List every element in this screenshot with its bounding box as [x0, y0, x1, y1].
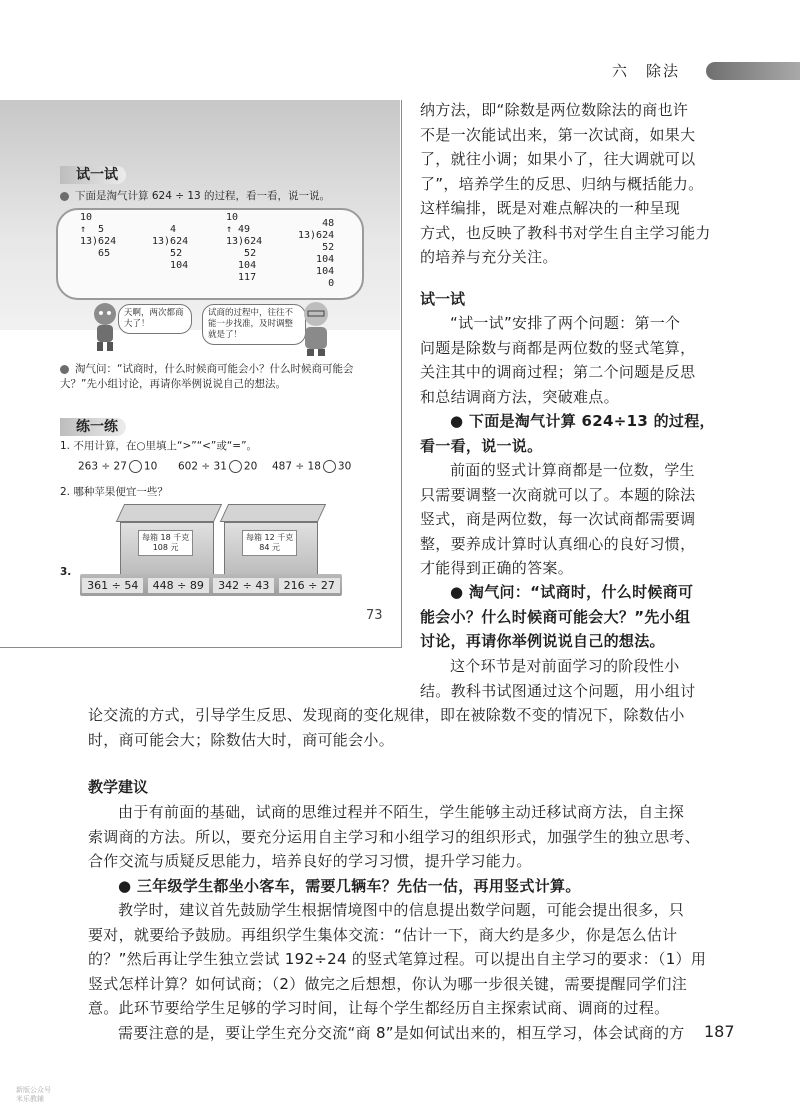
ex1-right: 20: [243, 460, 258, 473]
exercise-1-item-3: [272, 460, 351, 473]
text-line: 由于有前面的基础，试商的思维过程并不陌生，学生能够主动迁移试商方法，自主探: [118, 803, 685, 821]
page-number: 187: [704, 1022, 735, 1041]
try-section-badge: [60, 164, 126, 184]
speech-bubble-left: 天啊，两次都商大了！: [118, 304, 192, 334]
try-question-2-text: 淘气问：“试商时，什么时候商可能会小？什么时候商可能会大？”先小组讨论，再请你举例说说自己的想法。: [60, 363, 354, 390]
crate-flap: [116, 504, 222, 522]
calc-step-1: 10 ↑ 5 13)624 65: [80, 212, 117, 259]
exercise-3-item: 342 ÷ 43: [213, 578, 274, 593]
text-line: 关注其中的调商过程；第二个问题是反思: [420, 363, 696, 381]
text-line: 时，商可能会大；除数估大时，商可能会小。: [88, 730, 395, 749]
text-line: 的？”然后再让学生独立尝试 192÷24 的竖式笔算过程。可以提出自主学习的要求：（1）用: [88, 950, 707, 968]
ex1-right: 10: [143, 460, 158, 473]
calc-step-4: 48 13)624 52 104 104 0: [298, 218, 335, 289]
bullet-dot-icon: [60, 192, 69, 201]
try-question-2: [60, 362, 380, 392]
text-line: 问题是除数与商都是两位数的竖式笔算，: [420, 338, 696, 357]
practice-section-badge: [60, 416, 126, 436]
paragraph-3: [420, 654, 720, 703]
text-line: 方式，也反映了教科书对学生自主学习能力: [420, 223, 711, 242]
text-line: 竖式怎样计算？如何试商；（2）做完之后想想，你认为哪一步很关键，需要提醒同学们注: [88, 974, 688, 993]
bullet-1: [420, 409, 720, 458]
try-title: 试一试: [60, 166, 126, 184]
text-line: 竖式，商是两位数，每一次试商都需要调: [420, 510, 696, 528]
exercise-1-item-1: [78, 460, 157, 473]
header-tab-bar: [706, 62, 800, 80]
taoqi-character-icon: [88, 300, 122, 352]
advice-paragraph-1: [88, 800, 748, 874]
exercise-3-item: 448 ÷ 89: [148, 578, 209, 593]
calc-step-2: 4 13)624 52 104: [152, 224, 189, 271]
try-paragraph: [420, 311, 720, 409]
compare-circle-icon[interactable]: [229, 460, 242, 473]
text-line: 了”，培养学生的反思、归纳与概括能力。: [420, 174, 704, 193]
text-line: 这个环节是对前面学习的阶段性小: [450, 657, 680, 675]
bullet-2: [420, 580, 720, 654]
right-column-intro: [420, 98, 720, 270]
compare-circle-icon[interactable]: [323, 460, 336, 473]
text-line: 能会小？什么时候商可能会大？”先小组: [420, 607, 691, 626]
try-question-1-text: 下面是淘气计算 624 ÷ 13 的过程，看一看，说一说。: [75, 190, 331, 202]
text-line: 合作交流与质疑反思能力，培养良好的学习习惯，提升学习能力。: [88, 852, 532, 870]
bullet-dot-icon: [60, 365, 69, 374]
text-line: 了，就往小调；如果小了，往大调就可以: [420, 150, 696, 168]
text-line: ● 下面是淘气计算 624÷13 的过程，: [450, 412, 715, 430]
teacher-character-icon: [296, 300, 336, 356]
crate-2-label: 每箱 12 千克 84 元: [242, 530, 297, 556]
full-width-continuation: [88, 703, 748, 752]
exercise-3-item: 216 ÷ 27: [279, 578, 340, 593]
ex1-left: 263 ÷ 27: [78, 460, 127, 473]
text-line: 只需要调整一次商就可以了。本题的除法: [420, 485, 696, 504]
exercise-3-item: 361 ÷ 54: [82, 578, 143, 593]
watermark: 新版公众号 米乐教辅: [16, 1086, 51, 1103]
text-line: 和总结调商方法，突破难点。: [420, 387, 619, 406]
text-line: 意。此环节要给学生足够的学习时间，让每个学生都经历自主探索试商、调商的过程。: [88, 999, 670, 1017]
compare-circle-icon[interactable]: [129, 460, 142, 473]
text-line: 论交流的方式，引导学生反思、发现商的变化规律，即在被除数不变的情况下，除数估小: [88, 706, 685, 724]
exercise-3-number: 3.: [60, 566, 72, 578]
text-line: 讨论，再请你举例说说自己的想法。: [420, 632, 665, 650]
text-line: 看一看，说一说。: [420, 436, 543, 455]
text-line: 纳方法，即“除数是两位数除法的商也许: [420, 101, 689, 119]
try-heading: 试一试: [420, 290, 466, 308]
advice-paragraph-3: [88, 1021, 748, 1046]
text-line: 不是一次能试出来，第一次试商，如果大: [420, 125, 696, 144]
speech-bubble-right: 试商的过程中，往往不能一步找准，及时调整就是了！: [202, 304, 306, 345]
crate-1-label: 每箱 18 千克 108 元: [138, 530, 193, 556]
text-line: 教学时，建议首先鼓励学生根据情境图中的信息提出数学问题，可能会提出很多，只: [118, 901, 685, 919]
text-line: 要对，就要给予鼓励。再组织学生集体交流：“估计一下，商大约是多少，你是怎么估计: [88, 925, 678, 944]
textbook-inset: [0, 100, 402, 648]
calc-step-3: 10 ↑ 49 13)624 52 104 117: [226, 212, 263, 283]
inset-page-number: 73: [366, 608, 383, 623]
teaching-advice-heading: 教学建议: [88, 778, 149, 796]
text-line: 结。教科书试图通过这个问题，用小组讨: [420, 681, 696, 700]
text-line: 索调商的方法。所以，要充分运用自主学习和小组学习的组织形式，加强学生的独立思考、: [88, 827, 701, 846]
ex1-right: 30: [337, 460, 352, 473]
exercise-2-title: 2. 哪种苹果便宜一些？: [60, 486, 168, 498]
text-line: 需要注意的是，要让学生充分交流“商 8”是如何试出来的，相互学习，体会试商的方: [118, 1024, 685, 1042]
text-line: 的培养与充分关注。: [420, 248, 558, 266]
ex1-left: 487 ÷ 18: [272, 460, 321, 473]
exercise-1-item-2: [178, 460, 257, 473]
text-line: ● 淘气问：“试商时，什么时候商可: [450, 583, 694, 601]
crate-flap: [220, 504, 326, 522]
chapter-header: 六 除法: [612, 62, 681, 80]
text-line: 这样编排，既是对难点解决的一种呈现: [420, 199, 681, 217]
advice-paragraph-2: [88, 898, 748, 1021]
exercise-1-title: 1. 不用计算，在○里填上“>”“<”或“=”。: [60, 440, 258, 452]
ex1-left: 602 ÷ 31: [178, 460, 227, 473]
text-line: 整，要养成计算时认真细心的良好习惯，: [420, 534, 696, 553]
advice-bullet: ● 三年级学生都坐小客车，需要几辆车？先估一估，再用竖式计算。: [118, 877, 581, 895]
practice-title: 练一练: [60, 418, 126, 436]
text-line: “试一试”安排了两个问题：第一个: [450, 314, 681, 332]
try-question-1: [60, 188, 390, 203]
paragraph-2: [420, 458, 720, 581]
text-line: 前面的竖式计算商都是一位数，学生: [450, 461, 695, 479]
text-line: 才能得到正确的答案。: [420, 559, 574, 577]
exercise-3-bar: [80, 574, 342, 596]
